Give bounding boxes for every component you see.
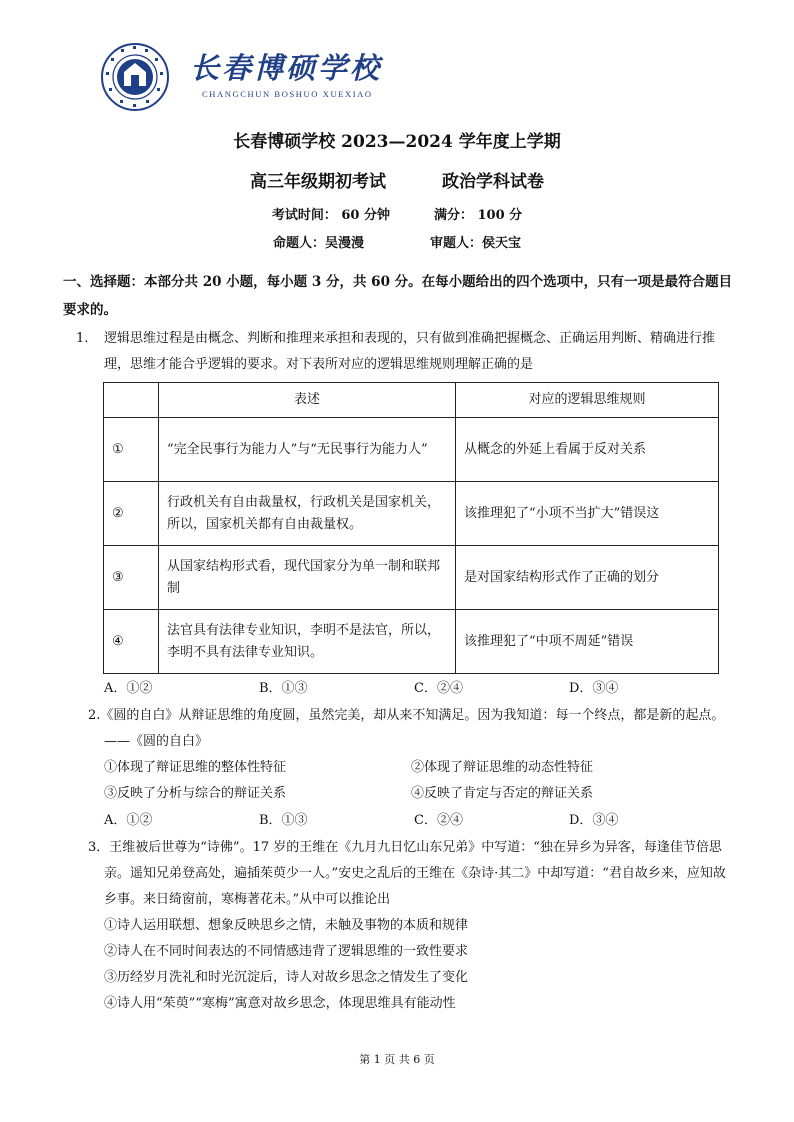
table-row xyxy=(104,418,719,482)
row-rule: 是对国家结构形式作了正确的划分 xyxy=(456,546,719,610)
full-score: 满分： 100 分 xyxy=(433,208,523,223)
q2-statement-1: ①体现了辩证思维的整体性特征 xyxy=(104,760,287,775)
question-number: 1. xyxy=(76,331,89,346)
table-row xyxy=(104,482,719,546)
exam-title-line1: 长春博硕学校 2023—2024 学年度上学期 xyxy=(233,132,561,152)
exam-info-line xyxy=(0,207,794,225)
question-3-stem: 3．王维被后世尊为“诗佛”。17 岁的王维在《九月九日忆山东兄弟》中写道：“独在异乡为异客，每逢佳节倍思亲。遥知兄弟登高处，遍插茱萸少一人。”安史之乱后的王维在《杂诗·其二》中却写道：“君自故乡来，应知故乡事。来日绮窗前，寒梅著花未。”从中可以推论出 xyxy=(88,840,726,907)
table-header-statement: 表述 xyxy=(159,383,456,418)
question-1 xyxy=(76,326,726,378)
table-header-blank xyxy=(104,383,159,418)
question-2-stem: 2.《圆的自白》从辩证思维的角度圆，虽然完美，却从来不知满足。因为我知道：每一个终点，都是新的起点。——《圆的自白》 xyxy=(88,708,725,749)
row-rule: 该推理犯了“中项不周延”错误 xyxy=(456,610,719,674)
row-rule: 从概念的外延上看属于反对关系 xyxy=(456,418,719,482)
row-mark: ① xyxy=(104,418,159,482)
option-c[interactable]: C．②④ xyxy=(414,813,463,828)
row-statement: 法官具有法律专业知识，李明不是法官，所以，李明不具有法律专业知识。 xyxy=(159,610,456,674)
q2-statement-2: ②体现了辩证思维的动态性特征 xyxy=(411,760,594,775)
question-2 xyxy=(88,703,728,755)
option-b[interactable]: B．①③ xyxy=(259,813,308,828)
option-a[interactable]: A．①② xyxy=(104,813,153,828)
option-c[interactable]: C．②④ xyxy=(414,681,463,696)
row-rule: 该推理犯了“小项不当扩大”错误这 xyxy=(456,482,719,546)
q2-statement-3: ③反映了分析与综合的辩证关系 xyxy=(104,786,287,801)
table-header-rule: 对应的逻辑思维规则 xyxy=(456,383,719,418)
question-1-options xyxy=(104,677,724,701)
q3-statement-3: ③历经岁月洗礼和时光沉淀后，诗人对故乡思念之情发生了变化 xyxy=(104,970,469,985)
question-reviewer: 审题人：侯天宝 xyxy=(430,236,522,251)
exam-subject-title: 政治学科试卷 xyxy=(442,172,544,192)
school-seal-logo xyxy=(100,42,170,112)
q3-statement-1: ①诗人运用联想、想象反映思乡之情，未触及事物的本质和规律 xyxy=(104,918,469,933)
table-row xyxy=(104,610,719,674)
question-1-stem: 逻辑思维过程是由概念、判断和推理来承担和表现的，只有做到准确把握概念、正确运用判断、精确进行推理，思维才能合乎逻辑的要求。对下表所对应的逻辑思维规则理解正确的是 xyxy=(104,331,716,372)
q2-statement-4: ④反映了肯定与否定的辩证关系 xyxy=(411,786,594,801)
q3-statement-2: ②诗人在不同时间表达的不同情感违背了逻辑思维的一致性要求 xyxy=(104,944,469,959)
row-statement: 从国家结构形式看，现代国家分为单一制和联邦制 xyxy=(159,546,456,610)
school-name-pinyin: CHANGCHUN BOSHUO XUEXIAO xyxy=(202,89,373,99)
table-row xyxy=(104,546,719,610)
page-number: 第 1 页 共 6 页 xyxy=(359,1053,435,1066)
option-a[interactable]: A．①② xyxy=(104,681,153,696)
exam-title-line2 xyxy=(0,171,794,193)
exam-authors-line xyxy=(0,235,794,253)
row-mark: ③ xyxy=(104,546,159,610)
row-statement: “完全民事行为能力人”与“无民事行为能力人” xyxy=(159,418,456,482)
question-2-options xyxy=(104,809,724,833)
section1-instructions: 一、选择题：本部分共 20 小题，每小题 3 分，共 60 分。在每小题给出的四个选项中，只有一项是最符合题目要求的。 xyxy=(63,274,733,318)
row-mark: ④ xyxy=(104,610,159,674)
exam-time: 考试时间： 60 分钟 xyxy=(271,208,390,223)
logic-rules-table xyxy=(103,382,719,674)
row-statement: 行政机关有自由裁量权，行政机关是国家机关，所以，国家机关都有自由裁量权。 xyxy=(159,482,456,546)
option-b[interactable]: B．①③ xyxy=(259,681,308,696)
q3-statement-4: ④诗人用“茱萸”“寒梅”寓意对故乡思念，体现思维具有能动性 xyxy=(104,996,456,1011)
exam-grade-title: 高三年级期初考试 xyxy=(250,172,386,192)
row-mark: ② xyxy=(104,482,159,546)
question-3 xyxy=(88,835,728,913)
option-d[interactable]: D．③④ xyxy=(569,813,619,828)
question-setter: 命题人：吴漫漫 xyxy=(272,236,364,251)
table-header-row xyxy=(104,383,719,418)
school-name-logotype: 长春博硕学校 xyxy=(190,51,383,85)
option-d[interactable]: D．③④ xyxy=(569,681,619,696)
